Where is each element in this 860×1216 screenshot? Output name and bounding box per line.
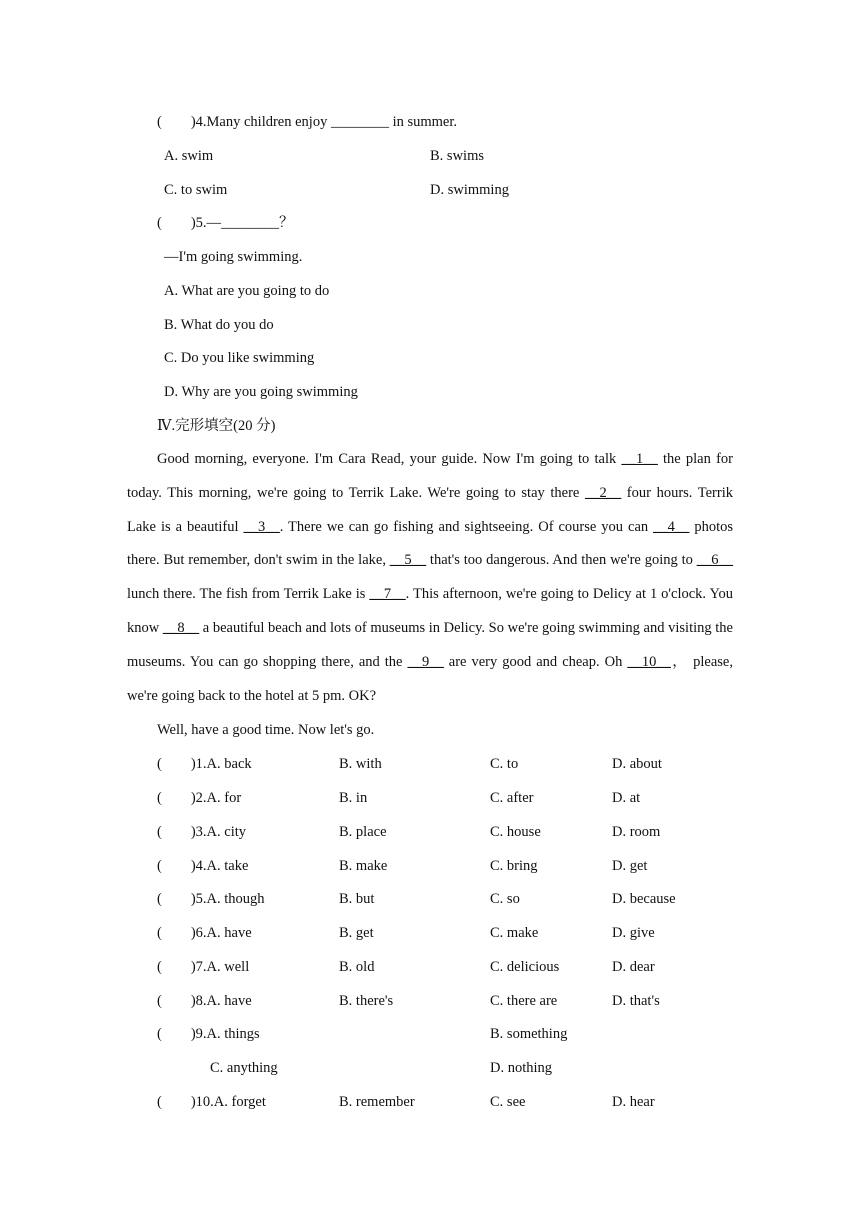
option-d: D. that's [612, 993, 660, 1009]
option-c: C. there are [490, 993, 558, 1009]
option-d: D. because [612, 891, 676, 907]
question-5-option-d: D. Why are you going swimming [164, 384, 358, 400]
question-5-option-a: A. What are you going to do [164, 283, 330, 299]
blank-5: __5__ [389, 552, 427, 569]
option-c: C. anything [210, 1060, 278, 1076]
option-d: D. get [612, 858, 648, 874]
option-c: C. bring [490, 858, 538, 874]
passage-text: a beautiful beach and lots of museums in Delicy. So we're going swimming and visiting the museums. You can go shopping there, and the [127, 619, 733, 670]
blank-8: __8__ [162, 619, 200, 636]
blank-7: __7__ [369, 586, 406, 603]
option-c: C. to [490, 756, 519, 772]
question-4-option-a: A. swim [164, 148, 214, 164]
option-a: ( )10.A. forget [157, 1094, 266, 1110]
option-a: ( )5.A. though [157, 891, 265, 907]
question-5-reply: —I'm going swimming. [164, 249, 303, 265]
option-b: B. something [490, 1026, 568, 1042]
passage-text: are very good and cheap. Oh [443, 653, 628, 670]
option-c: C. house [490, 824, 541, 840]
cloze-passage [127, 443, 733, 713]
blank-2: __2__ [584, 484, 622, 501]
option-d: D. hear [612, 1094, 655, 1110]
question-5-option-c: C. Do you like swimming [164, 350, 315, 366]
blank-10: __10__ [627, 653, 671, 670]
option-a: ( )7.A. well [157, 959, 250, 975]
question-4-option-d: D. swimming [430, 182, 509, 198]
passage-closing: Well, have a good time. Now let's go. [157, 722, 375, 738]
option-c: C. after [490, 790, 534, 806]
blank-6: __6__ [696, 552, 733, 569]
option-d: D. nothing [490, 1060, 553, 1076]
passage-text: . There we can go fishing and sightseeing. Of course you can [279, 518, 654, 535]
option-a: ( )2.A. for [157, 790, 242, 806]
option-b: B. in [339, 790, 368, 806]
option-c: C. see [490, 1094, 526, 1110]
option-b: B. make [339, 858, 388, 874]
option-a: ( )9.A. things [157, 1026, 260, 1042]
passage-text: that's too dangerous. And then we're going to [426, 552, 697, 569]
question-4-stem: ( )4.Many children enjoy ________ in summer. [157, 114, 458, 130]
option-b: B. remember [339, 1094, 415, 1110]
blank-1: __1__ [621, 451, 658, 467]
passage-text: photos there. But remember, don't swim in the lake, [127, 518, 734, 569]
section-heading: Ⅳ.完形填空(20 分) [157, 418, 276, 434]
passage-text: the plan for today. This morning, we're going to Terrik Lake. We're going to stay there [127, 451, 733, 501]
question-4-option-b: B. swims [430, 148, 484, 164]
option-c: C. make [490, 925, 539, 941]
option-a: ( )6.A. have [157, 925, 252, 941]
option-b: B. get [339, 925, 374, 941]
option-d: D. give [612, 925, 655, 941]
blank-4: __4__ [653, 518, 690, 535]
option-d: D. room [612, 824, 661, 840]
option-b: B. but [339, 891, 375, 907]
option-a: ( )1.A. back [157, 756, 252, 772]
option-b: B. there's [339, 993, 394, 1009]
option-b: B. with [339, 756, 382, 772]
option-b: B. place [339, 824, 387, 840]
option-c: C. delicious [490, 959, 560, 975]
passage-text: lunch there. The fish from Terrik Lake is [127, 586, 370, 603]
option-a: ( )8.A. have [157, 993, 252, 1009]
option-b: B. old [339, 959, 375, 975]
passage-text: four hours. Terrik Lake is a beautiful [127, 484, 733, 535]
option-a: ( )3.A. city [157, 824, 246, 840]
question-4-option-c: C. to swim [164, 182, 228, 198]
passage-text: ， please, we're going back to the hotel at 5 pm. OK? [127, 653, 733, 704]
question-5-option-b: B. What do you do [164, 317, 274, 333]
passage-text: . This afternoon, we're going to Delicy at 1 o'clock. You know [127, 586, 734, 636]
option-c: C. so [490, 891, 520, 907]
option-d: D. about [612, 756, 662, 772]
blank-3: __3__ [243, 518, 280, 535]
option-d: D. at [612, 790, 641, 806]
passage-text: Good morning, everyone. I'm Cara Read, your guide. Now I'm going to talk [157, 451, 622, 467]
question-5-stem: ( )5.—________？ [157, 215, 294, 231]
option-d: D. dear [612, 959, 655, 975]
blank-9: __9__ [407, 653, 444, 670]
option-a: ( )4.A. take [157, 858, 249, 874]
